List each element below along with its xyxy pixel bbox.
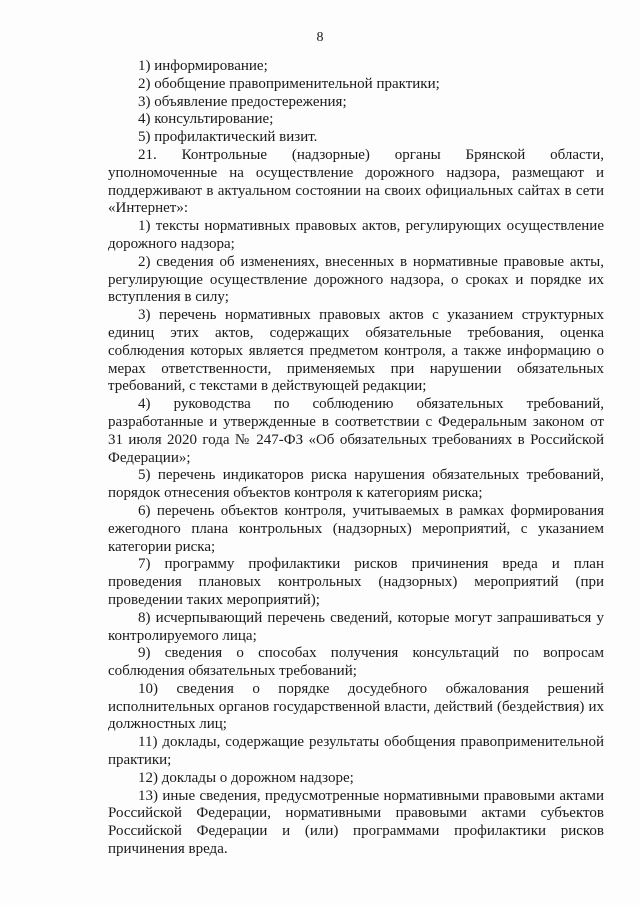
list-item: 1) тексты нормативных правовых актов, регулирующих осуществление дорожного надзора; [108, 218, 604, 252]
list-item: 10) сведения о порядке досудебного обжалования решений исполнительных органов государственной власти, действий (бездействия) их должностных лиц; [108, 680, 604, 733]
list-item: 8) исчерпывающий перечень сведений, которые могут запрашиваться у контролируемого лица; [108, 609, 604, 644]
list-item: 7) программу профилактики рисков причинения вреда и план проведения плановых контрольных (надзорных) мероприятий (при проведении таких мероприятий); [108, 556, 604, 608]
document-body [108, 58, 604, 859]
list-item: 2) обобщение правоприменительной практики; [138, 75, 440, 92]
list-item: 5) перечень индикаторов риска нарушения обязательных требований, порядок отнесения объектов контроля к категориям риска; [108, 467, 604, 502]
list-item: 9) сведения о способах получения консультаций по вопросам соблюдения обязательных требований; [108, 645, 604, 680]
list-item: 12) доклады о дорожном надзоре; [138, 769, 354, 786]
list-item: 11) доклады, содержащие результаты обобщения правоприменительной практики; [108, 734, 604, 769]
page-number: 8 [316, 30, 324, 45]
list-item: 5) профилактический визит. [138, 129, 318, 146]
list-item: 4) консультирование; [138, 111, 274, 128]
list-item: 3) перечень нормативных правовых актов с указанием структурных единиц этих актов, содержащих обязательные требования, оценка соблюдения которых является предметом контроля, а также информацию о мерах ответственности, применяемых при нарушении обязательных требований, с текстами в действующей редакции; [108, 307, 604, 395]
list-item: 6) перечень объектов контроля, учитываемых в рамках формирования ежегодного плана контрольных (надзорных) мероприятий, с указанием категории риска; [108, 502, 604, 555]
list-item: 2) сведения об изменениях, внесенных в нормативные правовые акты, регулирующие осуществление дорожного надзора, о сроках и порядке их вступления в силу; [108, 253, 604, 306]
list-item: 3) объявление предостережения; [138, 93, 347, 110]
list-item: 4) руководства по соблюдению обязательных требований, разработанные и утвержденные в соответствии с Федеральным законом от 31 июля 2020 года № 247-ФЗ «Об обязательных требованиях в Российской Федерации»; [108, 396, 604, 466]
list-item: 13) иные сведения, предусмотренные нормативными правовыми актами Российской Федерации, нормативными правовыми актами субъектов Российской Федерации и (или) программами профилактики рисков причинения вреда. [108, 787, 604, 858]
list-item: 1) информирование; [138, 58, 268, 74]
clause-21: 21. Контрольные (надзорные) органы Брянской области, уполномоченные на осуществление дорожного надзора, размещают и поддерживают в актуальном состоянии на своих официальных сайтах в сети «Интернет»: [108, 146, 604, 217]
